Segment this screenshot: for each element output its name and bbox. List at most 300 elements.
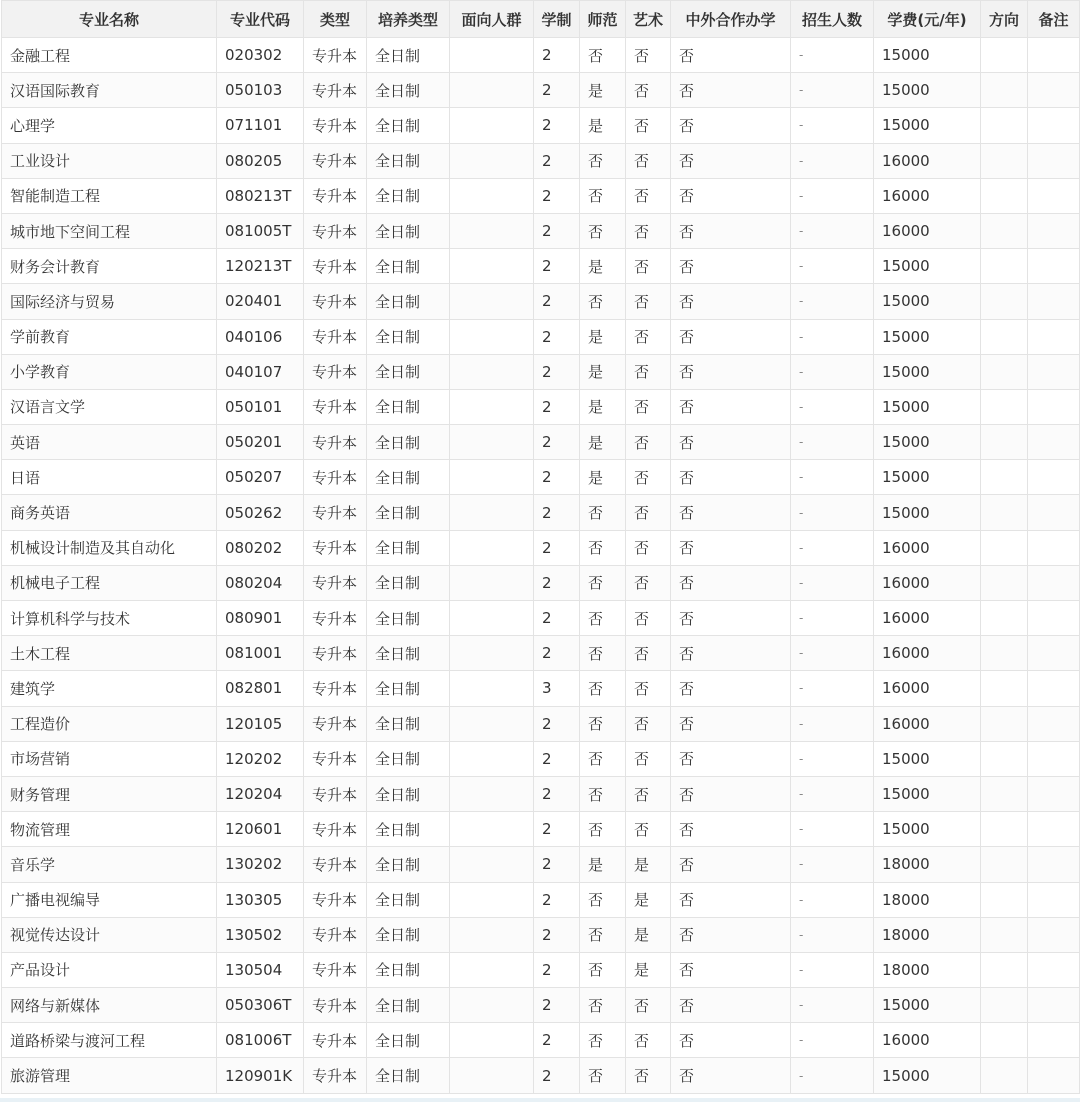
- table-cell: 15000: [874, 776, 981, 811]
- table-cell: 专升本: [304, 284, 367, 319]
- table-cell: [1028, 178, 1080, 213]
- table-cell: 否: [671, 1058, 791, 1093]
- table-cell: 否: [671, 389, 791, 424]
- table-cell: [981, 73, 1028, 108]
- table-cell: 15000: [874, 460, 981, 495]
- table-cell: 081005T: [217, 213, 304, 248]
- table-cell: -: [791, 284, 874, 319]
- table-header: [2, 1, 1080, 38]
- table-cell: [981, 882, 1028, 917]
- table-row: [2, 213, 1080, 248]
- table-cell: 否: [580, 741, 626, 776]
- table-cell: 否: [671, 952, 791, 987]
- table-cell: 16000: [874, 178, 981, 213]
- table-cell: 否: [671, 460, 791, 495]
- table-cell: [1028, 213, 1080, 248]
- table-cell: 全日制: [367, 354, 450, 389]
- table-cell: 120204: [217, 776, 304, 811]
- table-row: [2, 565, 1080, 600]
- table-cell: 全日制: [367, 1058, 450, 1093]
- table-cell: 否: [671, 178, 791, 213]
- table-cell: 建筑学: [2, 671, 217, 706]
- table-cell: 专升本: [304, 1023, 367, 1058]
- table-cell: -: [791, 601, 874, 636]
- column-header: 专业名称: [2, 1, 217, 38]
- table-cell: [981, 38, 1028, 73]
- table-cell: 专升本: [304, 38, 367, 73]
- table-cell: 是: [580, 249, 626, 284]
- table-cell: [450, 38, 534, 73]
- table-cell: [1028, 389, 1080, 424]
- table-cell: 全日制: [367, 601, 450, 636]
- table-cell: 市场营销: [2, 741, 217, 776]
- table-cell: 否: [626, 812, 671, 847]
- table-cell: 15000: [874, 425, 981, 460]
- bottom-border: [0, 1098, 1080, 1102]
- table-cell: 否: [671, 354, 791, 389]
- table-cell: 否: [626, 530, 671, 565]
- table-cell: [1028, 319, 1080, 354]
- table-cell: 专升本: [304, 636, 367, 671]
- table-cell: [981, 776, 1028, 811]
- table-cell: [1028, 988, 1080, 1023]
- table-cell: [1028, 425, 1080, 460]
- table-cell: 全日制: [367, 38, 450, 73]
- table-cell: [981, 988, 1028, 1023]
- table-cell: [1028, 73, 1080, 108]
- table-cell: 工程造价: [2, 706, 217, 741]
- table-cell: [450, 73, 534, 108]
- table-cell: 专升本: [304, 354, 367, 389]
- table-cell: 18000: [874, 847, 981, 882]
- table-cell: 音乐学: [2, 847, 217, 882]
- table-cell: -: [791, 776, 874, 811]
- table-cell: [981, 636, 1028, 671]
- table-cell: 全日制: [367, 847, 450, 882]
- table-cell: 智能制造工程: [2, 178, 217, 213]
- table-cell: [450, 952, 534, 987]
- table-cell: [981, 495, 1028, 530]
- table-cell: 15000: [874, 108, 981, 143]
- table-cell: 全日制: [367, 671, 450, 706]
- table-cell: [981, 917, 1028, 952]
- table-row: [2, 319, 1080, 354]
- table-cell: 专升本: [304, 565, 367, 600]
- table-cell: 16000: [874, 601, 981, 636]
- table-cell: 专升本: [304, 178, 367, 213]
- table-cell: -: [791, 108, 874, 143]
- column-header: 师范: [580, 1, 626, 38]
- table-cell: 否: [626, 776, 671, 811]
- table-cell: [981, 565, 1028, 600]
- table-row: [2, 776, 1080, 811]
- table-cell: 050101: [217, 389, 304, 424]
- table-cell: 专升本: [304, 425, 367, 460]
- table-cell: 2: [534, 319, 580, 354]
- table-cell: 18000: [874, 917, 981, 952]
- table-cell: 否: [580, 636, 626, 671]
- table-cell: [1028, 706, 1080, 741]
- table-cell: 小学教育: [2, 354, 217, 389]
- table-cell: 2: [534, 706, 580, 741]
- table-cell: 15000: [874, 38, 981, 73]
- table-cell: 是: [580, 319, 626, 354]
- table-row: [2, 249, 1080, 284]
- table-cell: 2: [534, 988, 580, 1023]
- table-row: [2, 354, 1080, 389]
- table-cell: 2: [534, 425, 580, 460]
- table-row: [2, 671, 1080, 706]
- table-cell: 专升本: [304, 952, 367, 987]
- table-cell: [981, 425, 1028, 460]
- table-cell: [981, 812, 1028, 847]
- table-cell: 广播电视编导: [2, 882, 217, 917]
- table-cell: 否: [580, 706, 626, 741]
- table-cell: 15000: [874, 389, 981, 424]
- table-row: [2, 882, 1080, 917]
- table-cell: [981, 389, 1028, 424]
- table-row: [2, 73, 1080, 108]
- table-cell: 2: [534, 847, 580, 882]
- table-cell: [450, 530, 534, 565]
- table-cell: [1028, 636, 1080, 671]
- table-cell: [981, 284, 1028, 319]
- table-cell: 否: [580, 1023, 626, 1058]
- table-cell: 全日制: [367, 389, 450, 424]
- table-cell: 080204: [217, 565, 304, 600]
- table-cell: [981, 143, 1028, 178]
- table-cell: 专升本: [304, 460, 367, 495]
- table-cell: 学前教育: [2, 319, 217, 354]
- table-cell: 专升本: [304, 530, 367, 565]
- table-cell: 专升本: [304, 847, 367, 882]
- table-cell: 机械电子工程: [2, 565, 217, 600]
- table-cell: 汉语言文学: [2, 389, 217, 424]
- table-cell: [450, 319, 534, 354]
- table-cell: 全日制: [367, 706, 450, 741]
- table-cell: -: [791, 73, 874, 108]
- table-cell: 国际经济与贸易: [2, 284, 217, 319]
- table-row: [2, 847, 1080, 882]
- table-cell: [981, 1058, 1028, 1093]
- table-cell: 否: [626, 425, 671, 460]
- table-cell: 专升本: [304, 73, 367, 108]
- table-cell: 否: [626, 741, 671, 776]
- table-cell: [981, 178, 1028, 213]
- table-cell: 否: [580, 882, 626, 917]
- table-cell: -: [791, 530, 874, 565]
- table-cell: [450, 636, 534, 671]
- table-cell: 是: [626, 882, 671, 917]
- table-cell: 否: [626, 143, 671, 178]
- table-cell: 否: [626, 495, 671, 530]
- table-cell: 18000: [874, 882, 981, 917]
- table-cell: 18000: [874, 952, 981, 987]
- table-cell: 专升本: [304, 1058, 367, 1093]
- table-cell: 专升本: [304, 213, 367, 248]
- table-cell: [981, 319, 1028, 354]
- table-cell: [1028, 776, 1080, 811]
- table-row: [2, 988, 1080, 1023]
- table-cell: 否: [580, 1058, 626, 1093]
- table-cell: [981, 1023, 1028, 1058]
- table-cell: 否: [580, 495, 626, 530]
- table-cell: 否: [626, 354, 671, 389]
- table-cell: 050103: [217, 73, 304, 108]
- table-cell: 心理学: [2, 108, 217, 143]
- table-cell: 金融工程: [2, 38, 217, 73]
- table-cell: 否: [671, 530, 791, 565]
- table-cell: 日语: [2, 460, 217, 495]
- table-cell: 2: [534, 38, 580, 73]
- table-cell: 否: [580, 988, 626, 1023]
- table-cell: 否: [626, 73, 671, 108]
- table-cell: 旅游管理: [2, 1058, 217, 1093]
- table-cell: 15000: [874, 741, 981, 776]
- table-cell: 专升本: [304, 671, 367, 706]
- table-cell: 050306T: [217, 988, 304, 1023]
- table-cell: 全日制: [367, 917, 450, 952]
- table-cell: 120901K: [217, 1058, 304, 1093]
- table-cell: 全日制: [367, 530, 450, 565]
- table-row: [2, 143, 1080, 178]
- table-cell: [450, 460, 534, 495]
- table-cell: [450, 812, 534, 847]
- table-cell: 否: [580, 38, 626, 73]
- table-cell: [450, 108, 534, 143]
- table-cell: 020401: [217, 284, 304, 319]
- table-row: [2, 812, 1080, 847]
- table-cell: -: [791, 706, 874, 741]
- table-cell: -: [791, 425, 874, 460]
- table-cell: 080205: [217, 143, 304, 178]
- table-cell: 专升本: [304, 776, 367, 811]
- table-cell: 071101: [217, 108, 304, 143]
- table-cell: 16000: [874, 143, 981, 178]
- table-cell: 2: [534, 143, 580, 178]
- table-cell: 2: [534, 812, 580, 847]
- table-cell: 否: [671, 319, 791, 354]
- table-cell: 否: [671, 1023, 791, 1058]
- table-row: [2, 425, 1080, 460]
- table-cell: 专升本: [304, 601, 367, 636]
- table-cell: [981, 530, 1028, 565]
- table-cell: [1028, 952, 1080, 987]
- table-cell: 全日制: [367, 812, 450, 847]
- table-cell: 产品设计: [2, 952, 217, 987]
- table-cell: -: [791, 319, 874, 354]
- table-cell: 否: [671, 601, 791, 636]
- table-cell: 080213T: [217, 178, 304, 213]
- table-cell: 2: [534, 917, 580, 952]
- table-cell: -: [791, 847, 874, 882]
- table-cell: [1028, 354, 1080, 389]
- table-cell: -: [791, 38, 874, 73]
- table-cell: 否: [626, 178, 671, 213]
- table-cell: 130202: [217, 847, 304, 882]
- table-cell: 全日制: [367, 284, 450, 319]
- table-row: [2, 530, 1080, 565]
- table-cell: 计算机科学与技术: [2, 601, 217, 636]
- table-cell: 15000: [874, 284, 981, 319]
- table-cell: -: [791, 671, 874, 706]
- table-cell: 物流管理: [2, 812, 217, 847]
- table-cell: 全日制: [367, 952, 450, 987]
- table-cell: [981, 354, 1028, 389]
- table-cell: 全日制: [367, 213, 450, 248]
- table-cell: 财务管理: [2, 776, 217, 811]
- table-cell: 否: [626, 249, 671, 284]
- table-cell: 否: [671, 741, 791, 776]
- table-cell: 2: [534, 1023, 580, 1058]
- table-cell: 120202: [217, 741, 304, 776]
- table-cell: 财务会计教育: [2, 249, 217, 284]
- table-cell: [981, 213, 1028, 248]
- table-cell: 否: [626, 636, 671, 671]
- table-cell: -: [791, 178, 874, 213]
- table-cell: 否: [671, 213, 791, 248]
- table-cell: 2: [534, 601, 580, 636]
- table-cell: 全日制: [367, 882, 450, 917]
- table-cell: 全日制: [367, 108, 450, 143]
- table-cell: 否: [626, 1058, 671, 1093]
- table-cell: 否: [626, 988, 671, 1023]
- table-cell: 是: [580, 354, 626, 389]
- table-cell: [450, 601, 534, 636]
- table-cell: 否: [671, 425, 791, 460]
- table-row: [2, 284, 1080, 319]
- table-cell: 全日制: [367, 178, 450, 213]
- table-row: [2, 601, 1080, 636]
- table-cell: 专升本: [304, 812, 367, 847]
- table-cell: 全日制: [367, 249, 450, 284]
- table-cell: 16000: [874, 706, 981, 741]
- table-cell: 040107: [217, 354, 304, 389]
- table-cell: 全日制: [367, 425, 450, 460]
- table-cell: [1028, 917, 1080, 952]
- table-cell: 2: [534, 530, 580, 565]
- table-cell: 否: [671, 636, 791, 671]
- table-cell: 否: [671, 73, 791, 108]
- table-cell: 否: [580, 671, 626, 706]
- table-cell: -: [791, 882, 874, 917]
- column-header: 艺术: [626, 1, 671, 38]
- table-cell: [450, 143, 534, 178]
- table-cell: 全日制: [367, 988, 450, 1023]
- table-cell: 否: [626, 565, 671, 600]
- column-header: 培养类型: [367, 1, 450, 38]
- table-cell: [450, 495, 534, 530]
- column-header: 专业代码: [217, 1, 304, 38]
- table-cell: 080901: [217, 601, 304, 636]
- table-cell: 否: [626, 319, 671, 354]
- table-cell: 否: [580, 917, 626, 952]
- table-cell: [981, 249, 1028, 284]
- table-cell: -: [791, 952, 874, 987]
- table-cell: 是: [626, 847, 671, 882]
- table-cell: [450, 389, 534, 424]
- table-cell: 是: [580, 425, 626, 460]
- table-cell: -: [791, 143, 874, 178]
- table-cell: 2: [534, 495, 580, 530]
- table-cell: -: [791, 1058, 874, 1093]
- table-cell: [1028, 812, 1080, 847]
- table-cell: 汉语国际教育: [2, 73, 217, 108]
- column-header: 学费(元/年): [874, 1, 981, 38]
- table-cell: 080202: [217, 530, 304, 565]
- table-cell: 全日制: [367, 319, 450, 354]
- table-cell: 否: [671, 917, 791, 952]
- table-cell: 2: [534, 249, 580, 284]
- table-cell: 否: [580, 952, 626, 987]
- table-cell: 全日制: [367, 460, 450, 495]
- table-cell: [450, 882, 534, 917]
- table-cell: 否: [580, 213, 626, 248]
- table-cell: 16000: [874, 636, 981, 671]
- table-cell: 否: [626, 38, 671, 73]
- table-cell: [450, 1023, 534, 1058]
- table-cell: [450, 706, 534, 741]
- table-row: [2, 389, 1080, 424]
- table-row: [2, 178, 1080, 213]
- table-cell: 是: [580, 460, 626, 495]
- table-cell: [450, 741, 534, 776]
- table-cell: 全日制: [367, 73, 450, 108]
- table-cell: [1028, 143, 1080, 178]
- table-row: [2, 741, 1080, 776]
- table-cell: 否: [626, 284, 671, 319]
- table-row: [2, 952, 1080, 987]
- table-cell: 130504: [217, 952, 304, 987]
- table-cell: 是: [580, 108, 626, 143]
- table-cell: [981, 952, 1028, 987]
- table-cell: [450, 565, 534, 600]
- table-cell: 否: [626, 601, 671, 636]
- table-cell: 全日制: [367, 1023, 450, 1058]
- table-cell: 2: [534, 1058, 580, 1093]
- table-cell: 082801: [217, 671, 304, 706]
- table-cell: [450, 354, 534, 389]
- table-cell: -: [791, 495, 874, 530]
- column-header: 备注: [1028, 1, 1080, 38]
- table-cell: 否: [580, 178, 626, 213]
- table-cell: 工业设计: [2, 143, 217, 178]
- table-cell: 050262: [217, 495, 304, 530]
- table-cell: 2: [534, 73, 580, 108]
- table-cell: [450, 847, 534, 882]
- table-cell: 否: [626, 213, 671, 248]
- table-cell: 2: [534, 460, 580, 495]
- table-cell: [981, 460, 1028, 495]
- table-cell: 否: [671, 249, 791, 284]
- table-cell: 专升本: [304, 389, 367, 424]
- table-cell: [1028, 847, 1080, 882]
- table-cell: 专升本: [304, 495, 367, 530]
- table-cell: 专升本: [304, 143, 367, 178]
- table-cell: 否: [671, 565, 791, 600]
- table-cell: [1028, 671, 1080, 706]
- table-cell: [1028, 495, 1080, 530]
- table-cell: -: [791, 636, 874, 671]
- table-cell: -: [791, 565, 874, 600]
- table-cell: 3: [534, 671, 580, 706]
- table-cell: 16000: [874, 565, 981, 600]
- table-cell: [1028, 284, 1080, 319]
- table-cell: 2: [534, 636, 580, 671]
- table-cell: 否: [671, 143, 791, 178]
- table-cell: 是: [580, 73, 626, 108]
- table-cell: 否: [671, 812, 791, 847]
